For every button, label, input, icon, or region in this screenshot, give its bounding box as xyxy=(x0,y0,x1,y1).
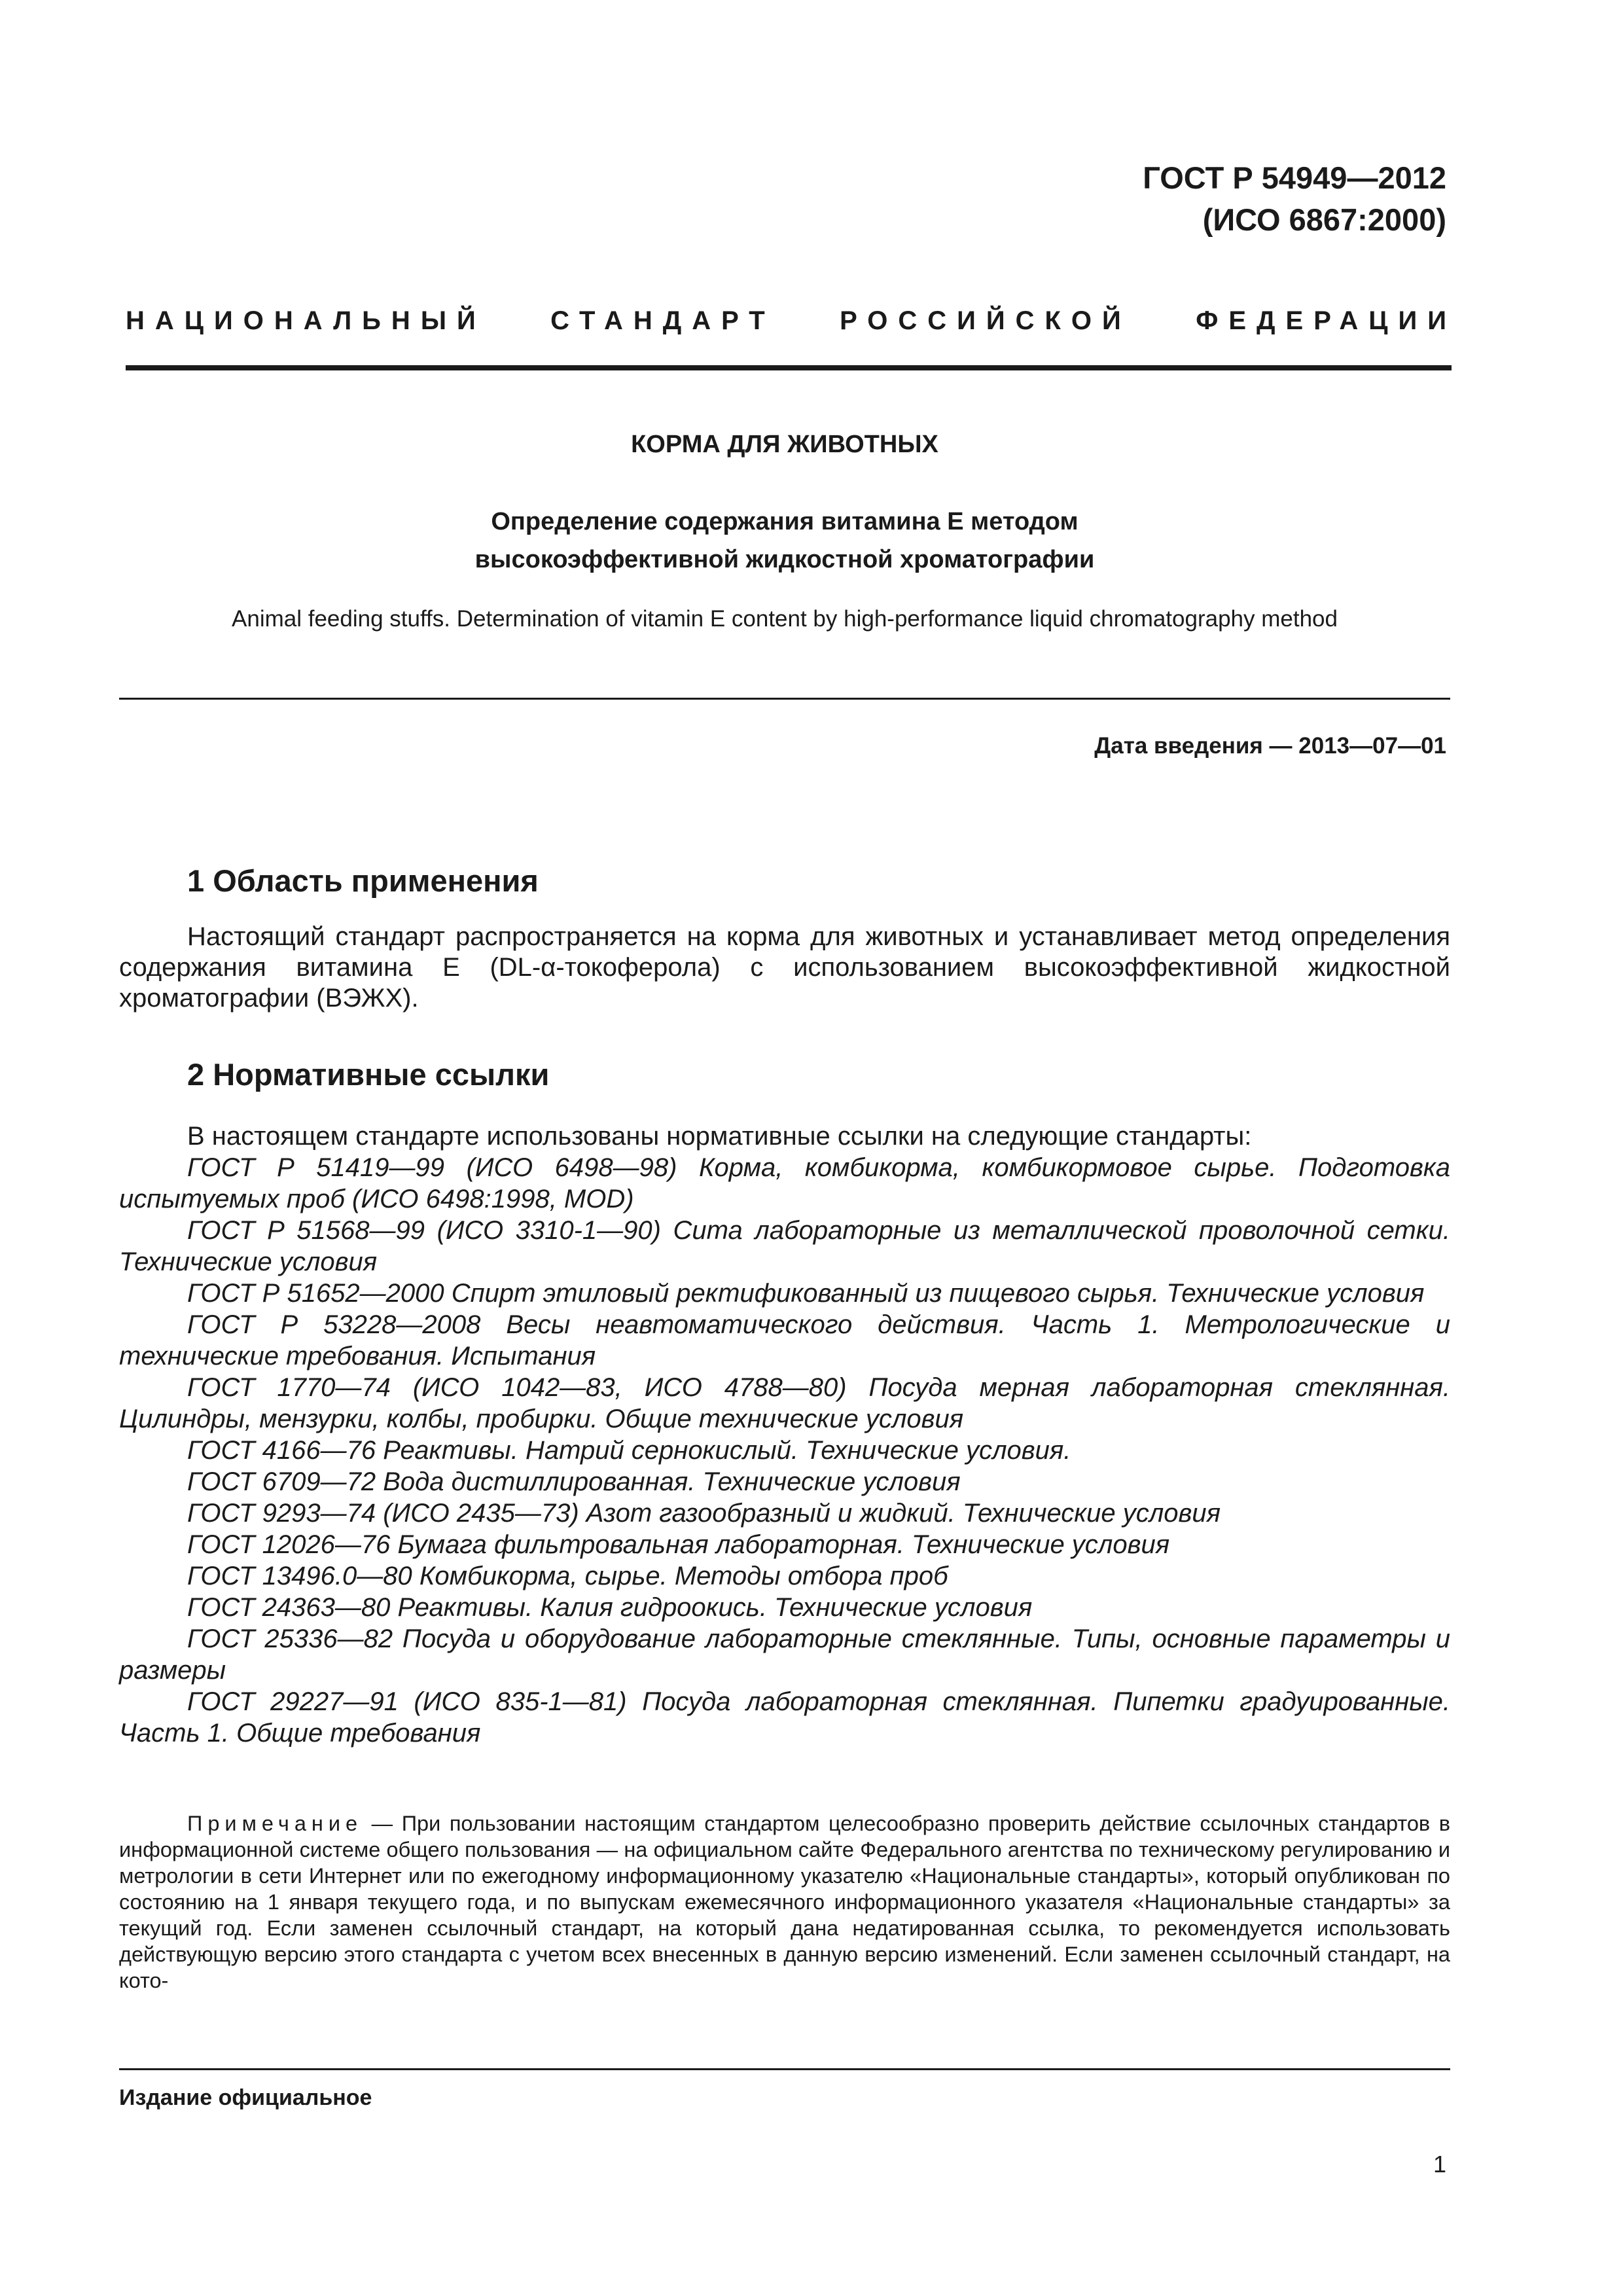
introduction-date: Дата введения — 2013—07—01 xyxy=(1094,733,1446,759)
section-2-heading: 2 Нормативные ссылки xyxy=(187,1057,550,1092)
national-title-word: НАЦИОНАЛЬНЫЙ xyxy=(126,306,486,335)
references-intro: В настоящем стандарте использованы нормативные ссылки на следующие стандарты: xyxy=(187,1122,1252,1151)
subtitle-line: высокоэффективной жидкостной хроматографии xyxy=(474,546,1095,573)
publication-label: Издание официальное xyxy=(119,2085,372,2110)
reference-item: ГОСТ Р 51652—2000 Спирт этиловый ректификованный из пищевого сырья. Технические условия xyxy=(187,1279,1425,1308)
subtitle-line: Определение содержания витамина Е методом xyxy=(491,508,1079,535)
reference-item: ГОСТ 13496.0—80 Комбикорма, сырье. Методы отбора проб xyxy=(187,1562,948,1590)
note-text: — При пользовании настоящим стандартом целесообразно проверить действие ссылочных стандартов в информационной системе общего пользования — на официальном сайте Федерального агентства по техническому регулированию и метрологии в сети Интернет или по ежегодному информационному указателю «Национальные стандарты», который опубликован по состоянию на 1 января текущего года, и по выпускам ежемесячного информационного указателя «Национальные стандарты» за текущий год. Если заменен ссылочный стандарт, на который дана недатированная ссылка, то рекомендуется использовать действующую версию этого стандарта с учетом всех внесенных в данную версию изменений. Если заменен ссылочный стандарт, на кото- xyxy=(119,1812,1450,1992)
document-title: КОРМА ДЛЯ ЖИВОТНЫХ xyxy=(631,431,938,458)
note-label: Примечание xyxy=(187,1812,363,1835)
reference-item: ГОСТ Р 53228—2008 Весы неавтоматического действия. Часть 1. Метрологические и технические требования. Испытания xyxy=(119,1310,1450,1371)
english-title: Animal feeding stuffs. Determination of vitamin E content by high-performance liquid chromatography method xyxy=(232,606,1338,632)
reference-item: ГОСТ 4166—76 Реактивы. Натрий сернокислый. Технические условия. xyxy=(187,1436,1071,1465)
reference-item: ГОСТ 6709—72 Вода дистиллированная. Технические условия xyxy=(187,1467,961,1496)
page-number: 1 xyxy=(1433,2151,1446,2178)
references-list xyxy=(119,1121,1450,1749)
reference-item: ГОСТ Р 51419—99 (ИСО 6498—98) Корма, комбикорма, комбикормовое сырье. Подготовка испытуемых проб (ИСО 6498:1998, MOD) xyxy=(119,1153,1450,1213)
reference-item: ГОСТ 29227—91 (ИСО 835-1—81) Посуда лабораторная стеклянная. Пипетки градуированные. Часть 1. Общие требования xyxy=(119,1687,1450,1748)
national-standard-title xyxy=(126,306,1457,336)
footer-divider xyxy=(119,2068,1450,2070)
section-1-heading: 1 Область применения xyxy=(187,863,539,898)
reference-item: ГОСТ 12026—76 Бумага фильтровальная лабораторная. Технические условия xyxy=(187,1530,1170,1559)
header-divider xyxy=(126,365,1452,370)
references-note xyxy=(119,1810,1450,1994)
document-code xyxy=(1143,157,1446,241)
gost-number: ГОСТ Р 54949—2012 xyxy=(1143,160,1446,195)
reference-item: ГОСТ 25336—82 Посуда и оборудование лабораторные стеклянные. Типы, основные параметры и размеры xyxy=(119,1624,1450,1685)
section-1-text xyxy=(119,922,1450,1014)
iso-number: (ИСО 6867:2000) xyxy=(1202,202,1446,237)
reference-item: ГОСТ 1770—74 (ИСО 1042—83, ИСО 4788—80) Посуда мерная лабораторная стеклянная. Цилиндры, мензурки, колбы, пробирки. Общие технические условия xyxy=(119,1373,1450,1433)
national-title-word: ФЕДЕРАЦИИ xyxy=(1196,306,1457,335)
scope-paragraph: Настоящий стандарт распространяется на корма для животных и устанавливает метод определения содержания витамина Е (DL-α-токоферола) с использованием высокоэффективной жидкостной хроматографии (ВЭЖХ). xyxy=(119,922,1450,1013)
reference-item: ГОСТ 24363—80 Реактивы. Калия гидроокись. Технические условия xyxy=(187,1593,1033,1622)
national-title-word: РОССИЙСКОЙ xyxy=(840,306,1132,335)
document-subtitle xyxy=(119,503,1450,579)
title-divider xyxy=(119,698,1450,700)
reference-item: ГОСТ Р 51568—99 (ИСО 3310-1—90) Сита лабораторные из металлической проволочной сетки. Технические условия xyxy=(119,1216,1450,1276)
national-title-word: СТАНДАРТ xyxy=(550,306,776,335)
reference-item: ГОСТ 9293—74 (ИСО 2435—73) Азот газообразный и жидкий. Технические условия xyxy=(187,1499,1221,1528)
